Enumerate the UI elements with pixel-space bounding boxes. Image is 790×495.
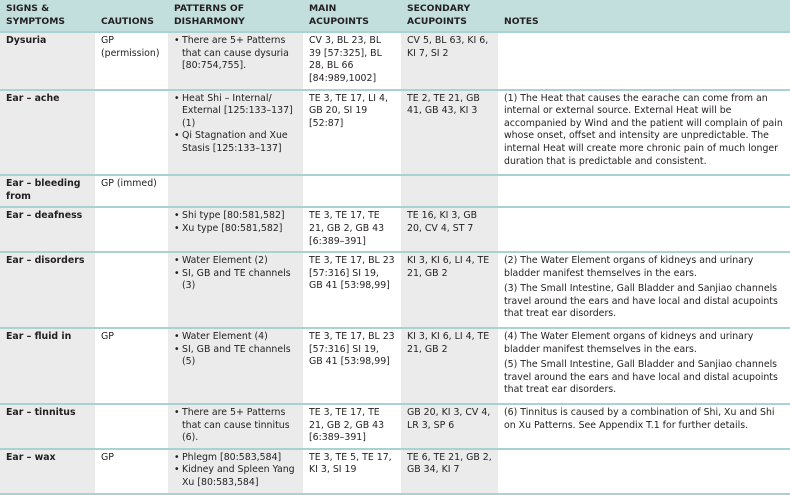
patterns-cell xyxy=(168,328,303,404)
note-paragraph: (2) The Water Element organs of kidneys and urinary bladder manifest themselves in the ears. xyxy=(504,255,754,279)
table-row xyxy=(0,207,790,252)
notes-cell xyxy=(498,449,790,494)
patterns-cell xyxy=(168,32,303,89)
caution-cell xyxy=(95,90,168,176)
table-row xyxy=(0,90,790,176)
pattern-item: • Water Element (4) xyxy=(174,331,297,344)
note-paragraph: (5) The Small Intestine, Gall Bladder and Sanjiao channels travel around the ears and have local and distal acupoints that treat ear disorders. xyxy=(504,359,778,396)
sign-cell: Ear – disorders xyxy=(0,252,95,328)
secondary-acupoints-cell xyxy=(401,175,498,207)
note-paragraph: (4) The Water Element organs of kidneys and urinary bladder manifest themselves in the ears. xyxy=(504,331,754,355)
pattern-item: • Xu type [80:581,582] xyxy=(174,223,297,236)
secondary-acupoints-cell: TE 16, KI 3, GB 20, CV 4, ST 7 xyxy=(401,207,498,252)
secondary-acupoints-cell: KI 3, KI 6, LI 4, TE 21, GB 2 xyxy=(401,328,498,404)
header-patterns: PATTERNS OF DISHARMONY xyxy=(168,0,303,32)
table-row xyxy=(0,404,790,449)
secondary-acupoints-cell: TE 2, TE 21, GB 41, GB 43, KI 3 xyxy=(401,90,498,176)
caution-cell: GP xyxy=(95,328,168,404)
caution-cell xyxy=(95,404,168,449)
sign-cell: Ear – deafness xyxy=(0,207,95,252)
caution-cell: GP xyxy=(95,449,168,494)
header-cautions: CAUTIONS xyxy=(95,0,168,32)
pattern-item: • Heat Shi – Internal/ External [125:133–137] (1) xyxy=(174,93,297,131)
note-paragraph: (3) The Small Intestine, Gall Bladder and Sanjiao channels travel around the ears and have local and distal acupoints that treat ear disorders. xyxy=(504,283,778,320)
pattern-item: • There are 5+ Patterns that can cause dysuria [80:754,755]. xyxy=(174,35,297,73)
main-acupoints-cell: CV 3, BL 23, BL 39 [57:325], BL 28, BL 66 [84:989,1002] xyxy=(303,32,401,89)
main-acupoints-cell: TE 3, TE 17, LI 4, GB 20, SI 19 [52:87] xyxy=(303,90,401,176)
table-row xyxy=(0,449,790,494)
table-row xyxy=(0,175,790,207)
sign-cell: Ear – wax xyxy=(0,449,95,494)
sign-cell: Ear – bleeding from xyxy=(0,175,95,207)
caution-cell: GP (permission) xyxy=(95,32,168,89)
note-paragraph: (1) The Heat that causes the earache can come from an internal or external source. External Heat will be accompanied by Wind and the patient will complain of pain whose onset, offset and intensity are unpredictable. The internal Heat will create more chronic pain of much longer duration that is predictable and consistent. xyxy=(504,92,783,167)
pattern-item: • Phlegm [80:583,584] xyxy=(174,452,297,465)
table-row xyxy=(0,32,790,89)
secondary-acupoints-cell: TE 6, TE 21, GB 2, GB 34, KI 7 xyxy=(401,449,498,494)
pattern-item: • Qi Stagnation and Xue Stasis [125:133–137] xyxy=(174,130,297,155)
pattern-item: • There are 5+ Patterns that can cause tinnitus (6). xyxy=(174,407,297,445)
notes-cell xyxy=(498,207,790,252)
note-paragraph: (6) Tinnitus is caused by a combination of Shi, Xu and Shi on Xu Patterns. See Appendix T.1 for further details. xyxy=(504,407,775,431)
notes-cell xyxy=(498,175,790,207)
header-notes: NOTES xyxy=(498,0,790,32)
notes-cell xyxy=(498,32,790,89)
patterns-cell xyxy=(168,404,303,449)
header-row xyxy=(0,0,790,32)
sign-cell: Dysuria xyxy=(0,32,95,89)
header-secondary-acupoints: SECONDARY ACUPOINTS xyxy=(401,0,498,32)
pattern-item: • Kidney and Spleen Yang Xu [80:583,584] xyxy=(174,464,297,489)
notes-cell xyxy=(498,328,790,404)
table-row xyxy=(0,252,790,328)
patterns-cell xyxy=(168,175,303,207)
main-acupoints-cell: TE 3, TE 17, TE 21, GB 2, GB 43 [6:389–391] xyxy=(303,207,401,252)
pattern-item: • SI, GB and TE channels (3) xyxy=(174,268,297,293)
caution-cell xyxy=(95,252,168,328)
main-acupoints-cell: TE 3, TE 5, TE 17, KI 3, SI 19 xyxy=(303,449,401,494)
table-row xyxy=(0,328,790,404)
notes-cell xyxy=(498,90,790,176)
secondary-acupoints-cell: GB 20, KI 3, CV 4, LR 3, SP 6 xyxy=(401,404,498,449)
pattern-item: • Shi type [80:581,582] xyxy=(174,210,297,223)
sign-cell: Ear – tinnitus xyxy=(0,404,95,449)
caution-cell xyxy=(95,207,168,252)
pattern-item: • Water Element (2) xyxy=(174,255,297,268)
notes-cell xyxy=(498,404,790,449)
main-acupoints-cell xyxy=(303,175,401,207)
caution-cell: GP (immed) xyxy=(95,175,168,207)
header-signs-symptoms: SIGNS & SYMPTOMS xyxy=(0,0,95,32)
main-acupoints-cell: TE 3, TE 17, TE 21, GB 2, GB 43 [6:389–391] xyxy=(303,404,401,449)
main-acupoints-cell: TE 3, TE 17, BL 23 [57:316] SI 19, GB 41 [53:98,99] xyxy=(303,328,401,404)
secondary-acupoints-cell: KI 3, KI 6, LI 4, TE 21, GB 2 xyxy=(401,252,498,328)
patterns-cell xyxy=(168,90,303,176)
patterns-cell xyxy=(168,207,303,252)
main-acupoints-cell: TE 3, TE 17, BL 23 [57:316] SI 19, GB 41 [53:98,99] xyxy=(303,252,401,328)
notes-cell xyxy=(498,252,790,328)
patterns-cell xyxy=(168,252,303,328)
pattern-item: • SI, GB and TE channels (5) xyxy=(174,344,297,369)
secondary-acupoints-cell: CV 5, BL 63, KI 6, KI 7, SI 2 xyxy=(401,32,498,89)
header-main-acupoints: MAIN ACUPOINTS xyxy=(303,0,401,32)
sign-cell: Ear – fluid in xyxy=(0,328,95,404)
sign-cell: Ear – ache xyxy=(0,90,95,176)
patterns-cell xyxy=(168,449,303,494)
